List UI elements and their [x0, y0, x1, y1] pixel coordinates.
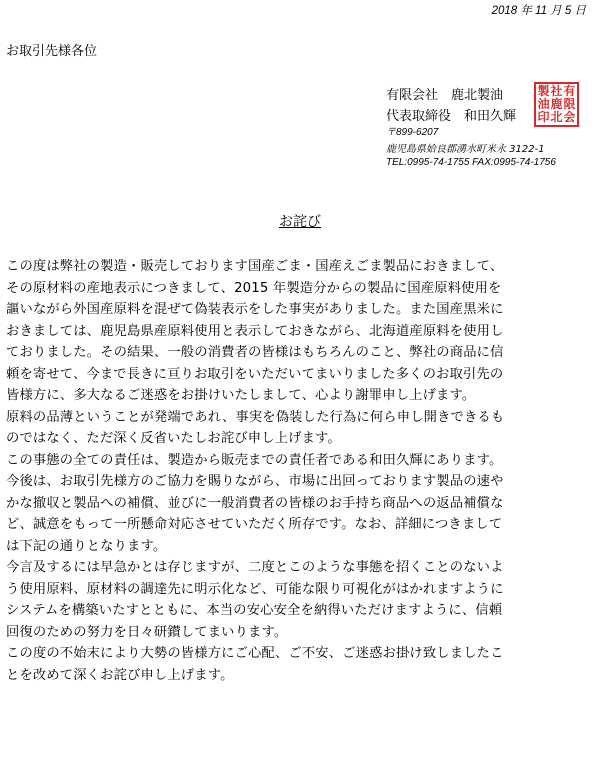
body-line: 今後は、お取引先様方のご協力を賜りながら、市場に出回っております製品の速や: [6, 474, 504, 489]
body-line: のではなく、ただ深く反省いたしお詫び申し上げます。: [6, 431, 341, 446]
seal-character: 鹿: [550, 97, 563, 111]
body-line: う使用原料、原材料の調達先に明示化など、可能な限り可視化がはかれますように: [6, 581, 504, 597]
sender-representative: 代表取締役 和田久輝: [386, 109, 517, 124]
seal-character: 会: [563, 110, 576, 124]
body-line: 今言及するには早急かとは存じますが、二度とこのような事態を招くことのないよ: [6, 560, 504, 575]
body-line: おきましては、鹿児島県産原料使用と表示しておきながら、北海道産原料を使用し: [6, 323, 504, 339]
body-line: この度は弊社の製造・販売しております国産ごま・国産えごま製品におきまして、: [6, 259, 504, 274]
body-line: 回復のための努力を日々研鑚してまいります。: [6, 624, 288, 640]
body-line: かな撤収と製品への補償、並びに一般消費者の皆様のお手持ち商品への返品補償な: [6, 495, 504, 511]
body-line: は下記の通りとなります。: [6, 538, 167, 554]
addressee: お取引先様各位: [6, 44, 98, 59]
body-line: 謳いながら外国産原料を混ぜて偽装表示をした事実がありました。また国産黒米に: [6, 302, 504, 317]
sender-company: 有限会社 鹿北製油: [386, 88, 504, 103]
seal-character: 有: [563, 84, 576, 98]
seal-character: 油: [537, 97, 550, 111]
body-line: その原材料の産地表示につきまして、2015 年製造分からの製品に国産原料使用を: [6, 280, 502, 296]
seal-character: 社: [550, 84, 563, 98]
body-line: 原料の品薄ということが発端であれ、事実を偽装した行為に何ら申し開きできるも: [6, 409, 505, 425]
letter-title: [0, 211, 600, 231]
seal-character: 製: [537, 84, 550, 98]
seal-character: 北: [550, 110, 563, 124]
sender-address: 鹿児島県姶良郡湧水町米永 3122-1: [386, 144, 545, 155]
body-line: この度の不始末により大勢の皆様方にご心配、ご不安、ご迷惑お掛け致しましたこ: [6, 646, 504, 661]
body-line: 皆様方に、多大なるご迷惑をお掛けいたしまして、心より謝罪申し上げます。: [6, 388, 476, 403]
seal-character: 限: [563, 97, 576, 111]
body-line: とを改めて深くお詫び申し上げます。: [6, 667, 234, 683]
body-line: ておりました。その結果、一般の消費者の皆様はもちろんのこと、弊社の商品に信: [6, 345, 504, 360]
body-line: ど、誠意をもって一所懸命対応させていただく所存です。なお、詳細につきまして: [6, 517, 503, 532]
letter-body: [6, 256, 598, 686]
sender-contact: TEL:0995-74-1755 FAX:0995-74-1756: [386, 157, 556, 168]
body-line: この事態の全ての責任は、製造から販売までの責任者である和田久輝にあります。: [6, 452, 503, 468]
sender-postal-code: 〒899-6207: [386, 127, 439, 138]
body-line: システムを構築いたすとともに、本当の安心安全を納得いただけますように、信頼: [6, 603, 503, 618]
seal-character: 印: [537, 110, 550, 124]
body-line: 頼を寄せて、今まで長きに亘りお取引をいただいてまいりました多くのお取引先の: [6, 366, 504, 382]
letter-title-text: お詫び: [279, 214, 321, 230]
letter-date: 2018 年 11 月 5 日: [491, 5, 586, 17]
company-seal-stamp: [534, 82, 579, 127]
